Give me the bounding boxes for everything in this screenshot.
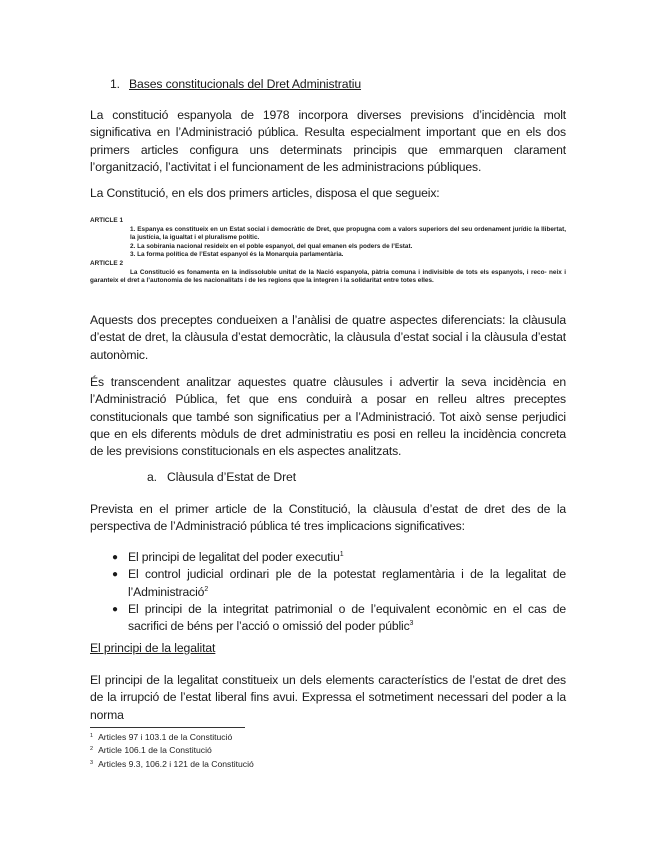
bullet-icon: ● — [112, 603, 118, 615]
footnote-number: 3 — [90, 759, 94, 766]
footnote-divider — [90, 727, 245, 728]
list-item — [90, 566, 566, 601]
footnote-number: 2 — [90, 746, 94, 753]
transcend-paragraph: És transcendent analitzar aquestes quatre clàusules i advertir la seva incidència en l’Administració Pública, fet que ens conduirà a posar en relleu altres preceptes constitucionals que també son significatius per a l’Administració. Tot això sense perjudici que en els diferents mòduls de dret administratiu es posi en relleu la incidència concreta de les previsions constitucionals en els aspectes analitzats. — [90, 375, 566, 459]
implications-list — [90, 549, 566, 635]
prevista-paragraph: Prevista en el primer article de la Constitució, la clàusula d’estat de dret des de la perspectiva de l’Administració pública té tres implicacions significatives: — [90, 502, 566, 534]
footnote — [90, 731, 254, 744]
article-1-item: 2. La sobirania nacional resideix en el poble espanyol, del qual emanen els poders de l’Estat. — [130, 242, 413, 250]
subsection-title: Clàusula d’Estat de Dret — [167, 470, 297, 484]
legality-paragraph: El principi de la legalitat constitueix un dels elements característics de l’estat de dret des de la irrupció de l’estat liberal fins avui. Expressa el sotmetiment necessari del poder a la norma — [90, 673, 566, 722]
footnote-ref[interactable]: 1 — [339, 551, 344, 558]
section-number: 1. — [110, 77, 120, 91]
article-2-text: La Constitució es fonamenta en la indissoluble unitat de la Nació espanyola, pàtria comuna i indivisible de tots els espanyols, i reco- neix i garanteix el dret a l’autonomia de les nacionalitats i de les regions que la integren i la solidaritat entre totes elles. — [90, 268, 566, 285]
footnote-ref[interactable]: 3 — [409, 620, 414, 628]
legality-heading: El principi de la legalitat — [90, 641, 216, 655]
footnote-text: Articles 97 i 103.1 de la Constitució — [98, 732, 233, 742]
articles-intro-paragraph: La Constitució, en els dos primers articles, disposa el que segueix: — [90, 186, 440, 200]
section-title: Bases constitucionals del Dret Administratiu — [129, 77, 362, 91]
article-1-item: 1. Espanya es constitueix en un Estat social i democràtic de Dret, que propugna com a valors superiors del seu ordenament jurídic la llibertat, la justícia, la igualtat i el pluralisme polític. — [130, 225, 566, 242]
list-item — [90, 601, 566, 636]
section-heading — [110, 77, 361, 91]
footnotes — [90, 731, 254, 771]
footnote-text: Articles 9.3, 106.2 i 121 de la Constitució — [98, 758, 254, 769]
aspects-paragraph: Aquests dos preceptes condueixen a l’anàlisi de quatre aspectes diferenciats: la clàusula d’estat de dret, la clàusula d’estat democràtic, la clàusula d’estat social i la clàusula d’estat autonòmic. — [90, 313, 566, 362]
subsection-heading — [147, 470, 296, 484]
intro-paragraph: La constitució espanyola de 1978 incorpora diverses previsions d’incidència molt significativa en l’Administració pública. Resulta especialment important que en els dos primers articles configura uns determinats principis que emmarquen clarament l’organització, l’activitat i el funcionament de les administracions públiques. — [90, 108, 566, 174]
footnote — [90, 758, 254, 771]
footnote-ref[interactable]: 2 — [204, 585, 209, 593]
footnote-number: 1 — [90, 733, 94, 739]
footnote — [90, 744, 254, 757]
article-1-item: 3. La forma política de l’Estat espanyol és la Monarquia parlamentària. — [130, 251, 344, 259]
article-2-heading: ARTICLE 2 — [90, 259, 124, 267]
list-item-text: El control judicial ordinari ple de la potestat reglamentària i de la legalitat de l’Administració — [128, 567, 566, 599]
list-item-text: El principi de la integritat patrimonial o de l’equivalent econòmic en el cas de sacrifici de béns per l’acció o omissió del poder públic — [128, 601, 566, 634]
subsection-number: a. — [147, 470, 157, 484]
list-item-text: El principi de legalitat del poder executiu — [128, 550, 340, 564]
constitution-articles-quote — [90, 217, 566, 286]
footnote-text: Article 106.1 de la Constitució — [98, 745, 212, 756]
list-item — [90, 549, 566, 566]
article-1-heading: ARTICLE 1 — [90, 217, 124, 224]
bullet-icon: ● — [112, 552, 118, 563]
bullet-icon: ● — [112, 569, 118, 581]
